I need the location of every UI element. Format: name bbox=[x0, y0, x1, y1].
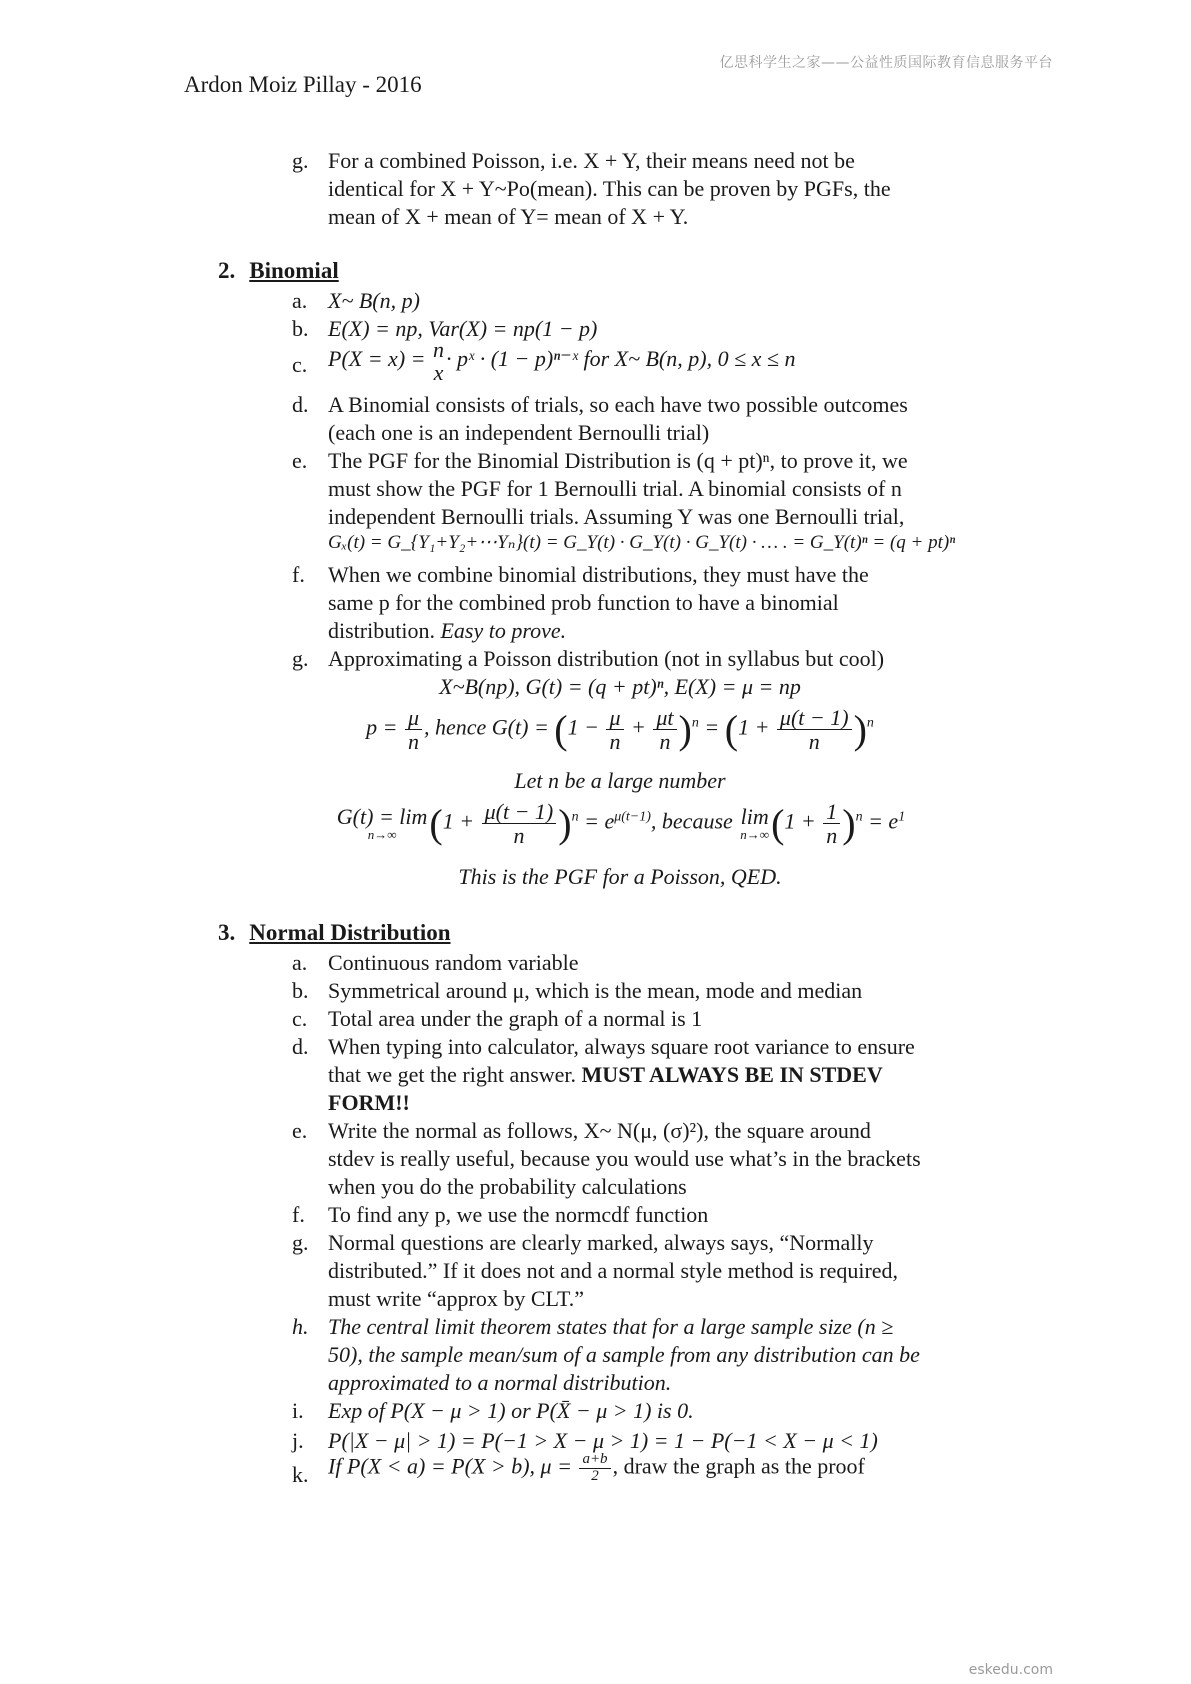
section-3-number: 3. bbox=[218, 920, 236, 945]
bin-c-label: c. bbox=[292, 352, 308, 377]
norm-j-label: j. bbox=[292, 1428, 304, 1453]
section-3-title: Normal Distribution bbox=[249, 920, 451, 945]
norm-g-line1: Normal questions are clearly marked, always says, “Normally bbox=[328, 1230, 874, 1255]
watermark-top: 亿思科学生之家——公益性质国际教育信息服务平台 bbox=[719, 55, 1053, 71]
norm-c-label: c. bbox=[292, 1006, 308, 1031]
norm-h-line2: 50), the sample mean/sum of a sample from any distribution can be bbox=[328, 1342, 920, 1367]
bin-g-eq5: This is the PGF for a Poisson, QED. bbox=[458, 864, 782, 889]
bin-g-eq2: p = $\frac{\mu}{n}$ , hence G(t) = (1 − $\frac{\mu}{n}$ + $\frac{\mu t}{n}$ )$^n$ = (1 + $\frac{\mu(t - 1)}{n}$ )$^n$ bbox=[366, 705, 874, 755]
bin-b-label: b. bbox=[292, 316, 309, 341]
bin-g-eq4: G(t) = lim n→∞ (1 + $\frac{\mu(t - 1)}{n}$ )$^n = e^{\mu(t-1)}$, because lim n→∞ (1 + $\frac{1}{n}$ )$^n = e^1$ bbox=[336, 799, 906, 849]
bin-e-line4: Gₓ(t) = G_{Y₁+Y₂+⋯Yₙ}(t) = G_Y(t) · G_Y(t) · G_Y(t) · … . = G_Y(t)ⁿ = (q + pt)ⁿ bbox=[328, 532, 956, 553]
norm-d-line2: that we get the right answer. MUST ALWAYS BE IN STDEV bbox=[328, 1062, 883, 1087]
bin-d-line1: A Binomial consists of trials, so each have two possible outcomes bbox=[328, 392, 908, 417]
poisson-g-line3: mean of X + mean of Y= mean of X + Y. bbox=[328, 204, 689, 229]
norm-j-text: P(|X − μ| > 1) = P(−1 > X − μ > 1) = 1 − P(−1 < X − μ < 1) bbox=[328, 1428, 878, 1453]
norm-k-formula: If P(X < a) = P(X > b), μ = $\frac{a+b}{2}$ , draw the graph as the proof bbox=[328, 1451, 865, 1484]
norm-g-line3: must write “approx by CLT.” bbox=[328, 1286, 585, 1311]
poisson-g-line2: identical for X + Y~Po(mean). This can be proven by PGFs, the bbox=[328, 176, 891, 201]
norm-i-text: Exp of P(X − μ > 1) or P(X̄ − μ > 1) is 0. bbox=[328, 1398, 694, 1423]
bin-a-label: a. bbox=[292, 288, 308, 313]
poisson-g-line1: For a combined Poisson, i.e. X + Y, their means need not be bbox=[328, 148, 855, 173]
poisson-g-label: g. bbox=[292, 148, 309, 173]
bin-e-label: e. bbox=[292, 448, 308, 473]
norm-e-line1: Write the normal as follows, X~ N(μ, (σ)²), the square around bbox=[328, 1118, 871, 1143]
norm-f-label: f. bbox=[292, 1202, 305, 1227]
norm-c-text: Total area under the graph of a normal is 1 bbox=[328, 1006, 703, 1031]
bin-g-eq3: Let n be a large number bbox=[514, 768, 726, 793]
norm-b-text: Symmetrical around μ, which is the mean, mode and median bbox=[328, 978, 863, 1003]
bin-e-line1: The PGF for the Binomial Distribution is (q + pt)ⁿ, to prove it, we bbox=[328, 448, 908, 473]
norm-d-label: d. bbox=[292, 1034, 309, 1059]
bin-g-label: g. bbox=[292, 646, 309, 671]
bin-f-label: f. bbox=[292, 562, 305, 587]
bin-f-line2: same p for the combined prob function to have a binomial bbox=[328, 590, 839, 615]
bin-e-line2: must show the PGF for 1 Bernoulli trial. A binomial consists of n bbox=[328, 476, 902, 501]
bin-b-text: E(X) = np, Var(X) = np(1 − p) bbox=[328, 316, 598, 341]
norm-d-line3: FORM!! bbox=[328, 1090, 410, 1115]
norm-a-text: Continuous random variable bbox=[328, 950, 579, 975]
norm-h-line1: The central limit theorem states that for a large sample size (n ≥ bbox=[328, 1314, 894, 1339]
norm-h-line3: approximated to a normal distribution. bbox=[328, 1370, 672, 1395]
norm-g-label: g. bbox=[292, 1230, 309, 1255]
norm-d-line1: When typing into calculator, always square root variance to ensure bbox=[328, 1034, 915, 1059]
norm-h-label: h. bbox=[292, 1314, 309, 1339]
bin-d-line2: (each one is an independent Bernoulli trial) bbox=[328, 420, 710, 445]
bin-c-formula: P(X = x) = n x · pˣ · (1 − p)ⁿ⁻ˣ for X~ B(n, p), 0 ≤ x ≤ n bbox=[328, 337, 796, 386]
norm-g-line2: distributed.” If it does not and a normal style method is required, bbox=[328, 1258, 899, 1283]
bin-f-line1: When we combine binomial distributions, they must have the bbox=[328, 562, 869, 587]
section-2-number: 2. bbox=[218, 258, 236, 283]
norm-f-text: To find any p, we use the normcdf function bbox=[328, 1202, 709, 1227]
author-header: Ardon Moiz Pillay - 2016 bbox=[184, 72, 422, 97]
section-2-title: Binomial bbox=[249, 258, 339, 283]
norm-a-label: a. bbox=[292, 950, 308, 975]
norm-e-label: e. bbox=[292, 1118, 308, 1143]
bin-f-line3: distribution. Easy to prove. bbox=[328, 618, 567, 643]
section-2-heading bbox=[218, 258, 339, 284]
bin-e-line3: independent Bernoulli trials. Assuming Y was one Bernoulli trial, bbox=[328, 504, 905, 529]
bin-d-label: d. bbox=[292, 392, 309, 417]
bin-g-line1: Approximating a Poisson distribution (not in syllabus but cool) bbox=[328, 646, 885, 671]
section-3-heading bbox=[218, 920, 451, 946]
norm-b-label: b. bbox=[292, 978, 309, 1003]
watermark-bottom: eskedu.com bbox=[968, 1662, 1053, 1678]
norm-i-label: i. bbox=[292, 1398, 304, 1423]
norm-e-line2: stdev is really useful, because you would use what’s in the brackets bbox=[328, 1146, 921, 1171]
bin-a-text: X~ B(n, p) bbox=[328, 288, 420, 313]
bin-g-eq1: X~B(np), G(t) = (q + pt)ⁿ, E(X) = μ = np bbox=[439, 674, 801, 699]
norm-e-line3: when you do the probability calculations bbox=[328, 1174, 687, 1199]
norm-k-label: k. bbox=[292, 1462, 309, 1487]
